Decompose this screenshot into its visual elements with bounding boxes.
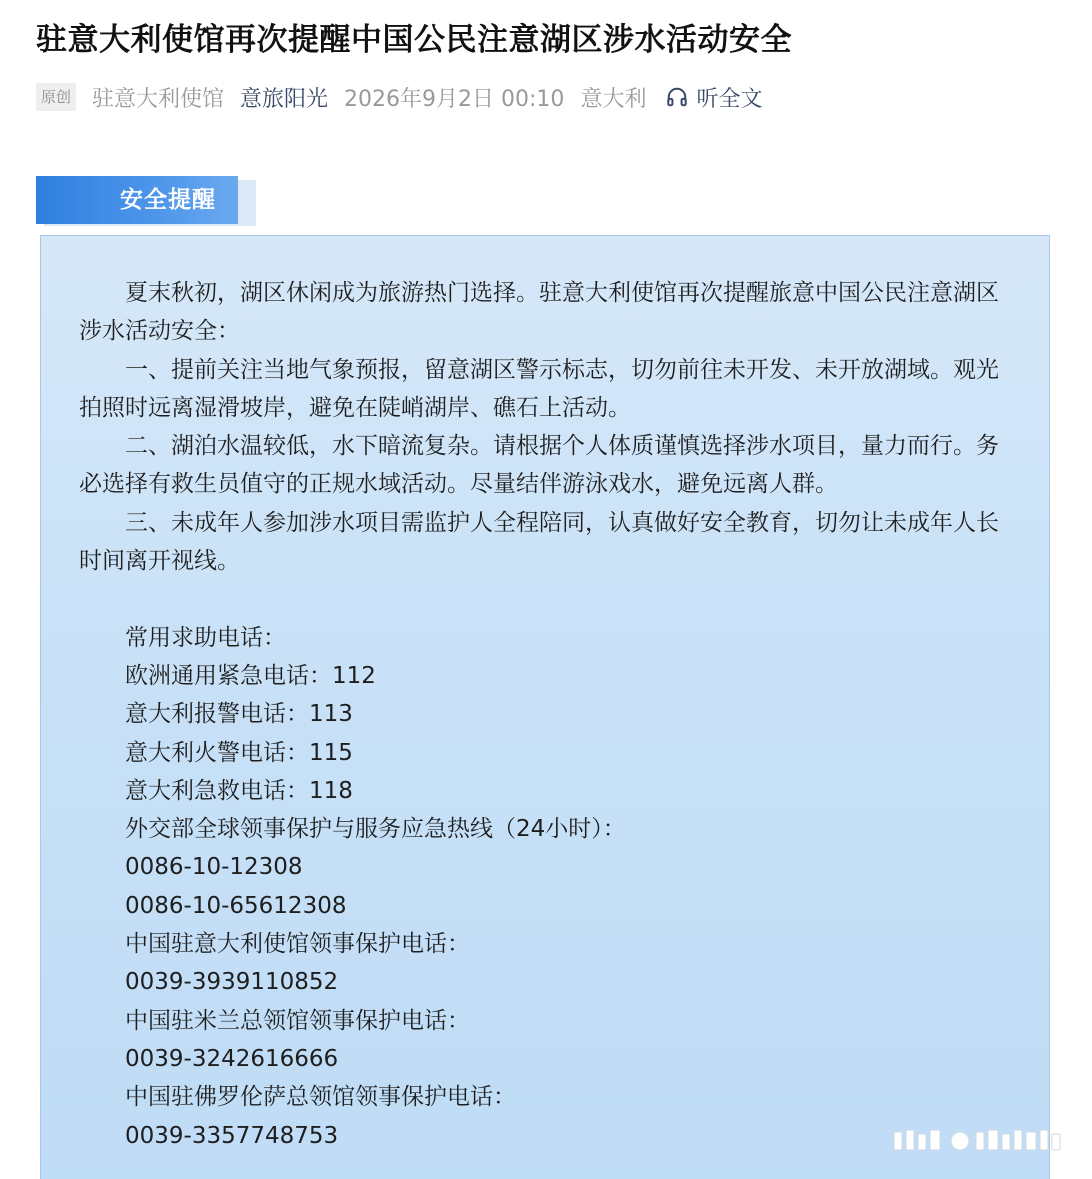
- meta-date: 2026年9月2日 00:10: [344, 86, 565, 112]
- paragraph-point-1: 一、提前关注当地气象预报，留意湖区警示标志，切勿前往未开发、未开放湖域。观光拍照时远离湿滑坡岸，避免在陡峭湖岸、礁石上活动。: [79, 356, 999, 421]
- hotline-number: 0039-3357748753: [125, 1122, 339, 1149]
- listen-label: 听全文: [696, 86, 763, 112]
- hotline-item: 中国驻佛罗伦萨总领馆领事保护电话：: [125, 1084, 516, 1111]
- notice-panel: [40, 235, 1050, 1179]
- meta-source: 驻意大利使馆: [92, 86, 225, 112]
- original-badge: 原创: [36, 83, 76, 111]
- spacer: [79, 580, 1021, 618]
- hotline-item: 意大利火警电话：115: [125, 739, 353, 766]
- hotline-item: 欧洲通用紧急电话：112: [125, 662, 376, 689]
- hotline-heading: 常用求助电话：: [125, 624, 286, 651]
- hotline-number: 0039-3939110852: [125, 969, 339, 996]
- hotline-number: 0086-10-12308: [125, 854, 303, 881]
- hotline-number: 0039-3242616666: [125, 1045, 339, 1072]
- paragraph-intro: 夏末秋初，湖区休闲成为旅游热门选择。驻意大利使馆再次提醒旅意中国公民注意湖区涉水活动安全：: [79, 280, 999, 345]
- watermark-logo: [892, 1126, 1072, 1156]
- headphones-icon: [666, 86, 688, 108]
- section-tag: 安全提醒: [36, 176, 238, 224]
- article-title: 驻意大利使馆再次提醒中国公民注意湖区涉水活动安全: [36, 22, 792, 58]
- paragraph-point-2: 二、湖泊水温较低，水下暗流复杂。请根据个人体质谨慎选择涉水项目，量力而行。务必选择有救生员值守的正规水域活动。尽量结伴游泳戏水，避免远离人群。: [79, 433, 999, 498]
- listen-button[interactable]: [666, 82, 762, 113]
- hotline-number: 0086-10-65612308: [125, 892, 347, 919]
- hotline-item: 意大利报警电话：113: [125, 701, 353, 728]
- meta-location: 意大利: [580, 86, 647, 112]
- hotline-item: 中国驻米兰总领馆领事保护电话：: [125, 1007, 470, 1034]
- paragraph-point-3: 三、未成年人参加涉水项目需监护人全程陪同，认真做好安全教育，切勿让未成年人长时间离开视线。: [79, 509, 999, 575]
- hotline-item: 中国驻意大利使馆领事保护电话：: [125, 931, 470, 958]
- hotline-item: 外交部全球领事保护与服务应急热线（24小时）：: [125, 816, 626, 843]
- article-meta: [36, 78, 762, 116]
- hotline-item: 意大利急救电话：118: [125, 777, 353, 804]
- notice-content: [79, 274, 1021, 1155]
- meta-author-link[interactable]: 意旅阳光: [240, 86, 329, 112]
